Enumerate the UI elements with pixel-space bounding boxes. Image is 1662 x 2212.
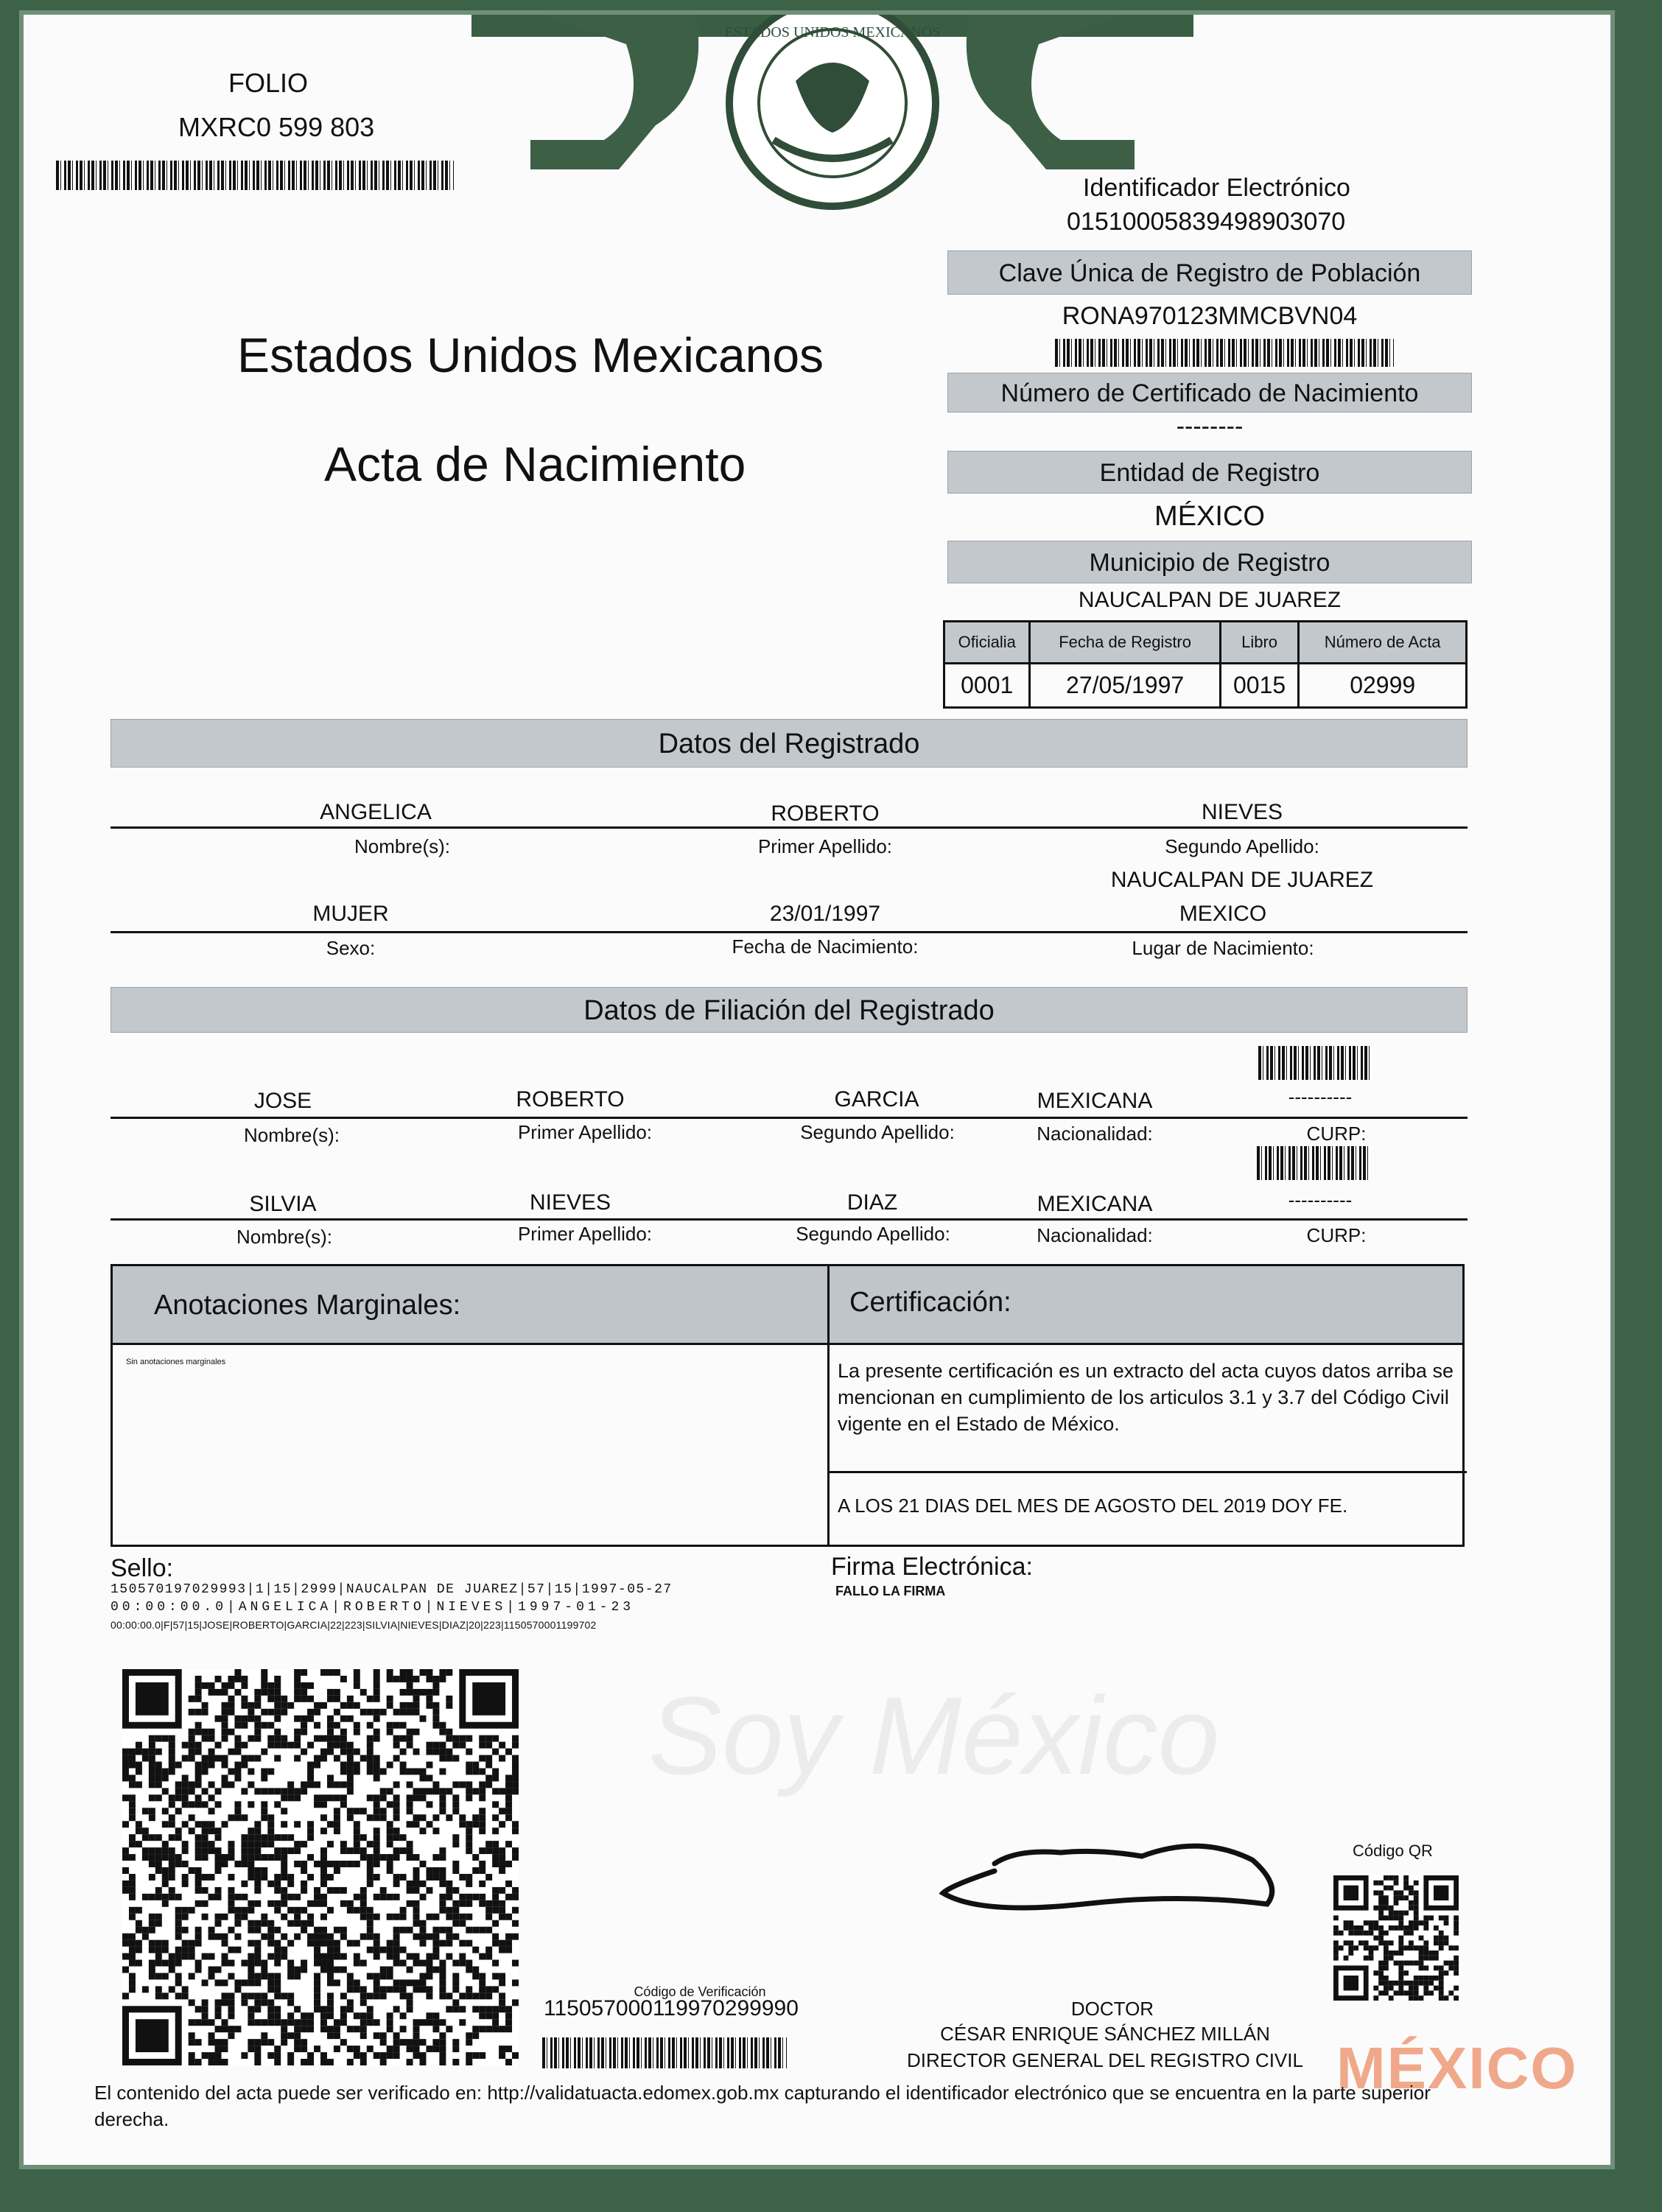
- registry-entity-value: MÉXICO: [1154, 501, 1265, 532]
- handwritten-signature: [936, 1834, 1282, 1915]
- registry-table: [943, 620, 1468, 709]
- parent1-curp: ----------: [1288, 1086, 1353, 1108]
- certificate-number-header: Número de Certificado de Nacimiento: [947, 373, 1472, 412]
- divider-line: [111, 826, 1468, 829]
- certification-text: La presente certificación es un extracto del acta cuyos datos arriba se mencionan en cumplimiento de los articulos 3.1 y 3.7 del Código Civil vigente en el Estado de México.: [838, 1360, 1454, 1435]
- qr-label: Código QR: [1353, 1841, 1433, 1860]
- certification-title: Certificación:: [849, 1287, 1011, 1318]
- annotations-text: Sin anotaciones marginales: [126, 1358, 226, 1366]
- box-vertical-divider: [827, 1266, 830, 1545]
- birth-date-label: Fecha de Nacimiento:: [732, 935, 919, 958]
- left-border-pattern: [0, 0, 19, 2212]
- parent2-names: SILVIA: [249, 1192, 317, 1216]
- parent2-first-surname: NIEVES: [529, 1190, 611, 1215]
- names-label: Nombre(s):: [354, 835, 450, 857]
- parent2-first-surname-label: Primer Apellido:: [517, 1223, 653, 1245]
- verification-label: Código de Verificación: [634, 1984, 766, 1999]
- seal-label: Sello:: [111, 1554, 174, 1582]
- parent1-curp-barcode: [1258, 1046, 1372, 1080]
- curp-header: Clave Única de Registro de Población: [947, 250, 1472, 295]
- parent1-first-surname-label: Primer Apellido:: [517, 1121, 653, 1143]
- signer-title: DOCTOR: [1070, 1998, 1154, 2020]
- table-header-numero-acta: Número de Acta: [1299, 622, 1467, 664]
- sex-label: Sexo:: [326, 937, 376, 959]
- bottom-border-pattern: [0, 2169, 1662, 2212]
- small-qr-code-icon: [1333, 1875, 1459, 2001]
- emblem-text: ESTADOS UNIDOS MEXICANOS: [724, 24, 941, 41]
- electronic-id-label: Identificador Electrónico: [1083, 174, 1350, 202]
- parent2-curp-label: CURP:: [1306, 1224, 1367, 1246]
- certificate-number-value: --------: [1176, 412, 1244, 440]
- birth-place-line2: MEXICO: [1179, 902, 1267, 926]
- electronic-id-value: 01510005839498903070: [1067, 208, 1346, 236]
- national-emblem-icon: [501, 0, 1164, 221]
- parent2-curp-barcode: [1257, 1146, 1370, 1180]
- registrant-names: ANGELICA: [320, 800, 432, 824]
- electronic-signature-value: FALLO LA FIRMA: [835, 1584, 946, 1598]
- divider-line: [111, 1218, 1468, 1221]
- table-cell-numero-acta: 02999: [1299, 664, 1467, 708]
- mexico-logo: MÉXICO: [1336, 2035, 1578, 2101]
- registrant-birth-date: 23/01/1997: [769, 902, 881, 926]
- signer-position: DIRECTOR GENERAL DEL REGISTRO CIVIL: [907, 2049, 1303, 2071]
- folio-label: FOLIO: [228, 68, 309, 98]
- parent2-nationality: MEXICANA: [1037, 1192, 1153, 1216]
- parent1-nationality-label: Nacionalidad:: [1037, 1123, 1153, 1145]
- registry-municipality-header: Municipio de Registro: [947, 541, 1472, 583]
- seal-line2: 00:00:00.0|ANGELICA|ROBERTO|NIEVES|1997-01-23: [111, 1600, 635, 1615]
- country-title: Estados Unidos Mexicanos: [237, 328, 824, 382]
- birth-place-label: Lugar de Nacimiento:: [1132, 937, 1314, 959]
- parent1-curp-label: CURP:: [1306, 1123, 1367, 1145]
- registrant-second-surname: NIEVES: [1201, 800, 1283, 824]
- verification-qr-code-icon: [122, 1669, 519, 2065]
- parent1-first-surname: ROBERTO: [516, 1087, 625, 1112]
- box-header-divider: [113, 1343, 1462, 1345]
- parent2-second-surname: DIAZ: [846, 1190, 898, 1215]
- second-surname-label: Segundo Apellido:: [1165, 835, 1319, 857]
- soy-mexico-watermark: Soy México: [648, 1674, 1220, 1797]
- parent2-nationality-label: Nacionalidad:: [1037, 1224, 1153, 1246]
- divider-line: [111, 1117, 1468, 1119]
- seal-line1: 150570197029993|1|15|2999|NAUCALPAN DE JUAREZ|57|15|1997-05-27: [111, 1582, 673, 1597]
- table-header-oficialia: Oficialia: [944, 622, 1030, 664]
- folio-barcode: [56, 161, 454, 190]
- signer-name: CÉSAR ENRIQUE SÁNCHEZ MILLÁN: [940, 2023, 1270, 2045]
- annotations-title: Anotaciones Marginales:: [154, 1290, 461, 1321]
- registrant-first-surname: ROBERTO: [771, 801, 880, 826]
- seal-line3: 00:00:00.0|F|57|15|JOSE|ROBERTO|GARCIA|22|223|SILVIA|NIEVES|DIAZ|20|223|1150570001199702: [111, 1619, 597, 1631]
- parent1-second-surname-label: Segundo Apellido:: [800, 1121, 955, 1143]
- electronic-signature-label: Firma Electrónica:: [831, 1553, 1033, 1581]
- parent1-names-label: Nombre(s):: [243, 1124, 340, 1146]
- annotations-certification-box: [111, 1264, 1465, 1547]
- table-cell-libro: 0015: [1220, 664, 1299, 708]
- document-title: Acta de Nacimiento: [324, 437, 746, 491]
- curp-barcode: [1055, 339, 1394, 367]
- footer-verification-text-end: derecha.: [94, 2108, 169, 2130]
- registrant-section-header: Datos del Registrado: [111, 719, 1468, 768]
- box-date-divider: [827, 1471, 1467, 1473]
- registrant-sex: MUJER: [312, 902, 389, 926]
- verification-barcode: [542, 2037, 787, 2068]
- parent2-curp: ----------: [1288, 1189, 1353, 1211]
- table-header-fecha: Fecha de Registro: [1030, 622, 1220, 664]
- footer-verification-text: El contenido del acta puede ser verificado en: http://validatuacta.edomex.gob.mx capturando el identificador electrónico que se encuentra en la parte superior: [94, 2082, 1431, 2104]
- divider-line: [111, 931, 1468, 933]
- parent1-second-surname: GARCIA: [834, 1087, 919, 1112]
- parent2-second-surname-label: Segundo Apellido:: [796, 1223, 950, 1245]
- table-header-libro: Libro: [1220, 622, 1299, 664]
- curp-value: RONA970123MMCBVN04: [1062, 302, 1358, 330]
- table-cell-oficialia: 0001: [944, 664, 1030, 708]
- birth-place-line1: NAUCALPAN DE JUAREZ: [1110, 868, 1374, 892]
- registry-municipality-value: NAUCALPAN DE JUAREZ: [1078, 588, 1342, 612]
- parent2-names-label: Nombre(s):: [236, 1226, 332, 1248]
- filiation-section-header: Datos de Filiación del Registrado: [111, 987, 1468, 1033]
- first-surname-label: Primer Apellido:: [757, 835, 893, 857]
- right-border-pattern: [1615, 0, 1662, 2212]
- parent1-nationality: MEXICANA: [1037, 1089, 1153, 1113]
- table-cell-fecha: 27/05/1997: [1030, 664, 1220, 708]
- parent1-names: JOSE: [253, 1089, 312, 1113]
- certification-date: A LOS 21 DIAS DEL MES DE AGOSTO DEL 2019 DOY FE.: [838, 1495, 1348, 1517]
- verification-value: 115057000119970299990: [544, 1996, 799, 2020]
- folio-value: MXRC0 599 803: [178, 112, 375, 142]
- registry-entity-header: Entidad de Registro: [947, 451, 1472, 494]
